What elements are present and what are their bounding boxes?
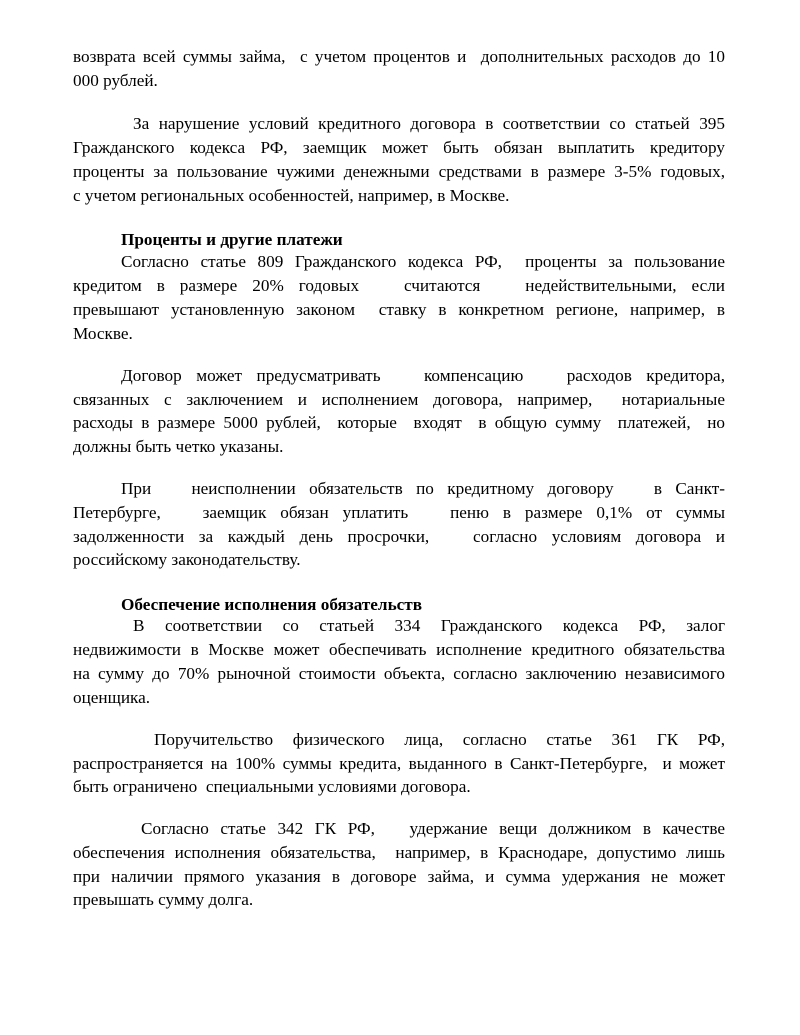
paragraph-line: 000 рублей. (73, 71, 158, 90)
paragraph-line: быть ограничено специальными условиями договора. (73, 777, 471, 796)
paragraph-line: с учетом региональных особенностей, например, в Москве. (73, 186, 510, 205)
paragraph-line: Согласно статье 342 ГК РФ, удержание вещи должником в качестве (141, 819, 725, 838)
paragraph-line: Согласно статье 809 Гражданского кодекса РФ, проценты за пользование (121, 252, 725, 271)
paragraph-line: Поручительство физического лица, согласно статье 361 ГК РФ, (154, 730, 725, 749)
paragraph-line: За нарушение условий кредитного договора в соответствии со статьей 395 (133, 114, 725, 133)
paragraph-line: обеспечения исполнения обязательства, например, в Краснодаре, допустимо лишь (73, 843, 725, 862)
paragraph-line: связанных с заключением и исполнением договора, например, нотариальные (73, 390, 725, 409)
paragraph-line: превышать сумму долга. (73, 890, 254, 909)
section-heading: Проценты и другие платежи (121, 230, 343, 249)
paragraph-line: на сумму до 70% рыночной стоимости объекта, согласно заключению независимого (73, 664, 725, 683)
paragraph-line: расходы в размере 5000 рублей, которые входят в общую сумму платежей, но (73, 413, 725, 432)
paragraph-line: Москве. (73, 324, 133, 343)
paragraph-line: проценты за пользование чужими денежными средствами в размере 3-5% годовых, (73, 162, 725, 181)
paragraph-line: должны быть четко указаны. (73, 437, 284, 456)
paragraph-line: Петербурге, заемщик обязан уплатить пеню в размере 0,1% от суммы (73, 503, 725, 522)
paragraph-line: Договор может предусматривать компенсацию расходов кредитора, (121, 366, 725, 385)
paragraph-line: недвижимости в Москве может обеспечивать исполнение кредитного обязательства (73, 640, 725, 659)
paragraph-line: российскому законодательству. (73, 550, 301, 569)
paragraph-line: задолженности за каждый день просрочки, согласно условиям договора и (73, 527, 725, 546)
paragraph-line: распространяется на 100% суммы кредита, выданного в Санкт-Петербурге, и может (73, 754, 725, 773)
paragraph-line: при наличии прямого указания в договоре займа, и сумма удержания не может (73, 867, 725, 886)
paragraph-line: оценщика. (73, 688, 151, 707)
paragraph-line: Гражданского кодекса РФ, заемщик может быть обязан выплатить кредитору (73, 138, 725, 157)
paragraph-line: При неисполнении обязательств по кредитному договору в Санкт- (121, 479, 725, 498)
paragraph-line: В соответствии со статьей 334 Гражданского кодекса РФ, залог (133, 616, 725, 635)
paragraph-line: кредитом в размере 20% годовых считаются недействительными, если (73, 276, 725, 295)
section-heading: Обеспечение исполнения обязательств (121, 595, 423, 614)
paragraph-line: возврата всей суммы займа, с учетом процентов и дополнительных расходов до 10 (73, 47, 725, 66)
paragraph-line: превышают установленную законом ставку в конкретном регионе, например, в (73, 300, 725, 319)
